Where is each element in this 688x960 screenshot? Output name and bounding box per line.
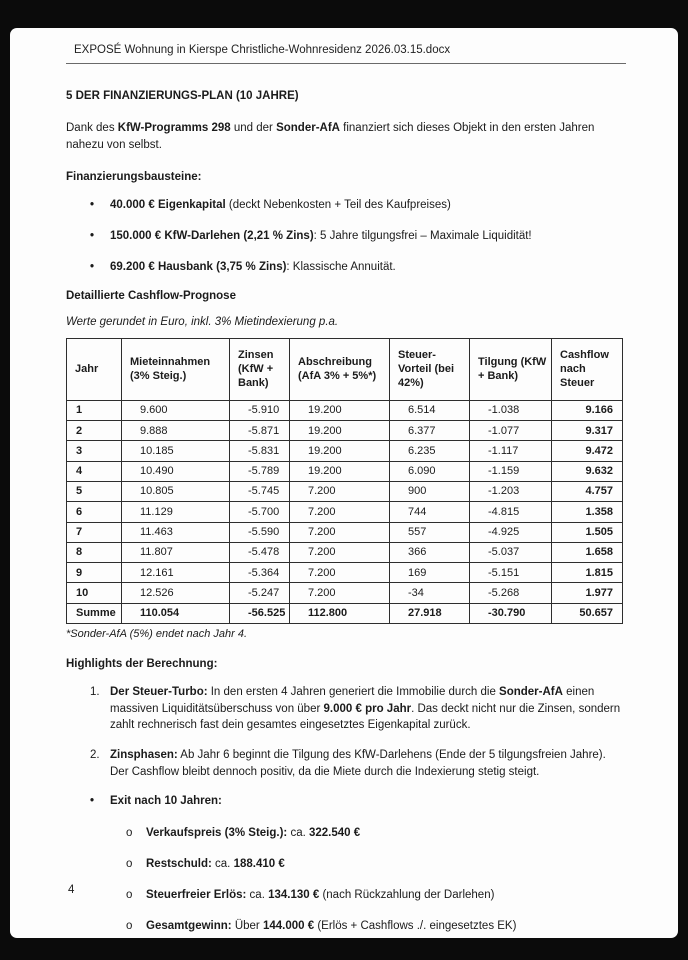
table-row-sum bbox=[67, 603, 623, 623]
table-cell: 12.161 bbox=[122, 563, 230, 583]
table-cell: Summe bbox=[67, 603, 122, 623]
list-item-text bbox=[110, 197, 626, 213]
table-cell: -1.159 bbox=[470, 461, 552, 481]
text-segment: Dank des bbox=[66, 122, 118, 134]
table-cell: 27.918 bbox=[390, 603, 470, 623]
table-cell: -5.151 bbox=[470, 563, 552, 583]
text-segment-bold: Zinsphasen: bbox=[110, 749, 178, 762]
table-cell: 7.200 bbox=[290, 502, 390, 522]
table-row bbox=[67, 421, 623, 441]
table-header-row bbox=[67, 338, 623, 400]
table-header-cell: Cashflow nach Steuer bbox=[552, 338, 623, 400]
table-cell: 11.463 bbox=[122, 522, 230, 542]
text-segment-bold: 40.000 € Eigenkapital bbox=[110, 198, 226, 211]
circle-bullet-icon: o bbox=[126, 888, 133, 901]
table-cell: -5.910 bbox=[230, 400, 290, 420]
financing-blocks-label: Finanzierungsbausteine: bbox=[66, 170, 202, 183]
table-cell: 6.090 bbox=[390, 461, 470, 481]
exit-title-item bbox=[66, 793, 626, 809]
list-item-text bbox=[146, 918, 626, 934]
intro-paragraph bbox=[66, 120, 614, 155]
exit-item-remaining-debt bbox=[66, 856, 626, 872]
table-cell: 5 bbox=[67, 481, 122, 501]
table-cell: 10.805 bbox=[122, 481, 230, 501]
exit-item-tax-free-proceeds bbox=[66, 887, 626, 903]
list-item-text bbox=[146, 856, 626, 872]
table-cell: 4.757 bbox=[552, 481, 623, 501]
bullet-icon: • bbox=[90, 795, 95, 808]
table-cell: -1.203 bbox=[470, 481, 552, 501]
table-cell: -30.790 bbox=[470, 603, 552, 623]
circle-bullet-icon: o bbox=[126, 919, 133, 932]
table-row bbox=[67, 542, 623, 562]
table-row bbox=[67, 481, 623, 501]
table-cell: 1 bbox=[67, 400, 122, 420]
table-cell: -56.525 bbox=[230, 603, 290, 623]
text-segment-bold: 69.200 € Hausbank (3,75 % Zins) bbox=[110, 260, 287, 273]
table-cell: 744 bbox=[390, 502, 470, 522]
list-item-equity bbox=[66, 197, 626, 213]
list-item-text bbox=[146, 887, 626, 903]
table-row bbox=[67, 583, 623, 603]
table-footnote: *Sonder-AfA (5%) endet nach Jahr 4. bbox=[66, 628, 247, 641]
table-cell: 3 bbox=[67, 441, 122, 461]
table-cell: 9.472 bbox=[552, 441, 623, 461]
text-segment: einen massiven Liquiditätsüberschuss von über bbox=[110, 686, 595, 715]
text-segment-bold: KfW-Programms 298 bbox=[117, 122, 231, 134]
table-cell: 6.377 bbox=[390, 421, 470, 441]
text-segment-bold: 9.000 € pro Jahr bbox=[323, 702, 412, 715]
text-segment-bold: 322.540 € bbox=[308, 826, 361, 839]
list-item-text bbox=[110, 793, 626, 809]
list-item-text bbox=[110, 684, 622, 734]
table-cell: 50.657 bbox=[552, 603, 623, 623]
table-cell: 169 bbox=[390, 563, 470, 583]
highlight-item-2 bbox=[66, 747, 622, 780]
table-row bbox=[67, 563, 623, 583]
table-cell: -5.268 bbox=[470, 583, 552, 603]
table-cell: 9 bbox=[67, 563, 122, 583]
table-cell: 9.888 bbox=[122, 421, 230, 441]
table-cell: 10.185 bbox=[122, 441, 230, 461]
table-cell: 1.977 bbox=[552, 583, 623, 603]
bullet-icon: • bbox=[90, 229, 95, 242]
text-segment: : Klassische Annuität. bbox=[286, 260, 396, 273]
cashflow-table bbox=[66, 338, 623, 624]
document-page bbox=[10, 28, 678, 938]
bullet-icon: • bbox=[90, 260, 95, 273]
text-segment: Über bbox=[231, 919, 263, 932]
section-title: 5 DER FINANZIERUNGS-PLAN (10 JAHRE) bbox=[66, 90, 299, 102]
list-item-kfw-loan bbox=[66, 228, 626, 244]
table-cell: 7 bbox=[67, 522, 122, 542]
table-cell: 900 bbox=[390, 481, 470, 501]
table-cell: 1.358 bbox=[552, 502, 623, 522]
table-cell: 112.800 bbox=[290, 603, 390, 623]
table-cell: -1.117 bbox=[470, 441, 552, 461]
table-cell: 7.200 bbox=[290, 583, 390, 603]
table-cell: 19.200 bbox=[290, 400, 390, 420]
text-segment-bold: Sonder-AfA bbox=[499, 686, 563, 699]
exit-item-total-gain bbox=[66, 918, 626, 934]
table-cell: 4 bbox=[67, 461, 122, 481]
table-cell: -4.815 bbox=[470, 502, 552, 522]
text-segment-bold: Der Steuer-Turbo: bbox=[110, 686, 208, 699]
list-number: 1. bbox=[90, 686, 100, 699]
table-cell: 6.235 bbox=[390, 441, 470, 461]
text-segment: und der bbox=[230, 122, 277, 134]
text-segment-bold: Verkaufspreis (3% Steig.): bbox=[146, 826, 288, 839]
table-cell: -5.871 bbox=[230, 421, 290, 441]
table-cell: -5.831 bbox=[230, 441, 290, 461]
text-segment-bold: Sonder-AfA bbox=[276, 122, 340, 134]
text-segment: (nach Rückzahlung der Darlehen) bbox=[319, 888, 495, 901]
header-divider bbox=[66, 63, 626, 64]
text-segment: (Erlös + Cashflows ./. eingesetztes EK) bbox=[314, 919, 517, 932]
table-cell: -5.247 bbox=[230, 583, 290, 603]
table-row bbox=[67, 441, 623, 461]
table-row bbox=[67, 400, 623, 420]
table-cell: 110.054 bbox=[122, 603, 230, 623]
highlights-title: Highlights der Berechnung: bbox=[66, 658, 218, 671]
table-cell: -5.700 bbox=[230, 502, 290, 522]
table-cell: -5.037 bbox=[470, 542, 552, 562]
list-item-text bbox=[146, 825, 626, 841]
table-cell: 19.200 bbox=[290, 421, 390, 441]
list-number: 2. bbox=[90, 749, 100, 762]
table-cell: 6 bbox=[67, 502, 122, 522]
table-cell: 9.632 bbox=[552, 461, 623, 481]
table-cell: 7.200 bbox=[290, 563, 390, 583]
table-row bbox=[67, 461, 623, 481]
table-cell: 9.317 bbox=[552, 421, 623, 441]
table-cell: 1.505 bbox=[552, 522, 623, 542]
text-segment-bold: 134.130 € bbox=[268, 888, 320, 901]
text-segment-bold: 188.410 € bbox=[233, 857, 285, 870]
table-cell: 8 bbox=[67, 542, 122, 562]
table-cell: 19.200 bbox=[290, 461, 390, 481]
text-segment-bold: Exit nach 10 Jahren: bbox=[110, 795, 222, 808]
text-segment: : 5 Jahre tilgungsfrei – Maximale Liquidität! bbox=[313, 229, 532, 242]
highlight-item-1 bbox=[66, 684, 622, 734]
text-segment: . Das deckt nicht nur die Zinsen, sondern zahlt rechnerisch fast dein gesamtes eingesetztes Eigenkapital zurück. bbox=[110, 702, 621, 732]
list-item-text bbox=[110, 259, 626, 275]
circle-bullet-icon: o bbox=[126, 826, 133, 839]
table-cell: 12.526 bbox=[122, 583, 230, 603]
cashflow-note: Werte gerundet in Euro, inkl. 3% Mietindexierung p.a. bbox=[66, 315, 339, 328]
text-segment: ca. bbox=[211, 857, 234, 870]
table-header-cell: Mieteinnahmen (3% Steig.) bbox=[122, 338, 230, 400]
text-segment: (deckt Nebenkosten + Teil des Kaufpreises) bbox=[225, 198, 451, 211]
text-segment: finanziert sich dieses Objekt in den ersten Jahren nahezu von selbst. bbox=[66, 122, 595, 152]
table-header-cell: Jahr bbox=[67, 338, 122, 400]
circle-bullet-icon: o bbox=[126, 857, 133, 870]
table-cell: -4.925 bbox=[470, 522, 552, 542]
text-segment: ca. bbox=[287, 826, 309, 839]
table-cell: -5.789 bbox=[230, 461, 290, 481]
table-row bbox=[67, 522, 623, 542]
text-segment: Ab Jahr 6 beginnt die Tilgung des KfW-Darlehens (Ende der 5 tilgungsfreien Jahre). Der Cashflow bleibt dennoch positiv, da die Miete durch die Indexierung stetig steigt. bbox=[110, 749, 606, 778]
text-segment: ca. bbox=[246, 888, 269, 901]
table-cell: -5.745 bbox=[230, 481, 290, 501]
table-cell: 9.166 bbox=[552, 400, 623, 420]
bullet-icon: • bbox=[90, 198, 95, 211]
cashflow-forecast-title: Detaillierte Cashflow-Prognose bbox=[66, 289, 236, 302]
text-segment: In den ersten 4 Jahren generiert die Immobilie durch die bbox=[207, 686, 500, 699]
table-cell: 11.807 bbox=[122, 542, 230, 562]
table-cell: -1.077 bbox=[470, 421, 552, 441]
table-cell: -5.590 bbox=[230, 522, 290, 542]
table-cell: -34 bbox=[390, 583, 470, 603]
table-cell: 7.200 bbox=[290, 481, 390, 501]
text-segment-bold: 150.000 € KfW-Darlehen (2,21 % Zins) bbox=[110, 229, 314, 242]
list-item-text bbox=[110, 747, 622, 780]
exit-item-sale-price bbox=[66, 825, 626, 841]
table-header-cell: Steuer-Vorteil (bei 42%) bbox=[390, 338, 470, 400]
table-cell: 1.815 bbox=[552, 563, 623, 583]
table-cell: 557 bbox=[390, 522, 470, 542]
page-number: 4 bbox=[68, 884, 75, 896]
table-header-cell: Tilgung (KfW + Bank) bbox=[470, 338, 552, 400]
table-cell: 2 bbox=[67, 421, 122, 441]
list-item-bank-loan bbox=[66, 259, 626, 275]
table-header-cell: Abschreibung (AfA 3% + 5%*) bbox=[290, 338, 390, 400]
table-cell: 1.658 bbox=[552, 542, 623, 562]
table-row bbox=[67, 502, 623, 522]
table-cell: 11.129 bbox=[122, 502, 230, 522]
table-cell: -5.364 bbox=[230, 563, 290, 583]
table-cell: 9.600 bbox=[122, 400, 230, 420]
table-header-cell: Zinsen (KfW + Bank) bbox=[230, 338, 290, 400]
table-cell: 19.200 bbox=[290, 441, 390, 461]
text-segment-bold: Steuerfreier Erlös: bbox=[146, 888, 247, 901]
table-cell: -1.038 bbox=[470, 400, 552, 420]
table-cell: 7.200 bbox=[290, 522, 390, 542]
text-segment-bold: 144.000 € bbox=[262, 919, 315, 932]
table-cell: 10 bbox=[67, 583, 122, 603]
text-segment-bold: Restschuld: bbox=[146, 857, 212, 870]
table-cell: 10.490 bbox=[122, 461, 230, 481]
table-cell: -5.478 bbox=[230, 542, 290, 562]
list-item-text bbox=[110, 228, 626, 244]
table-cell: 7.200 bbox=[290, 542, 390, 562]
text-segment-bold: Gesamtgewinn: bbox=[146, 919, 232, 932]
document-header-filename: EXPOSÉ Wohnung in Kierspe Christliche-Wohnresidenz 2026.03.15.docx bbox=[74, 44, 451, 56]
table-cell: 6.514 bbox=[390, 400, 470, 420]
table-cell: 366 bbox=[390, 542, 470, 562]
